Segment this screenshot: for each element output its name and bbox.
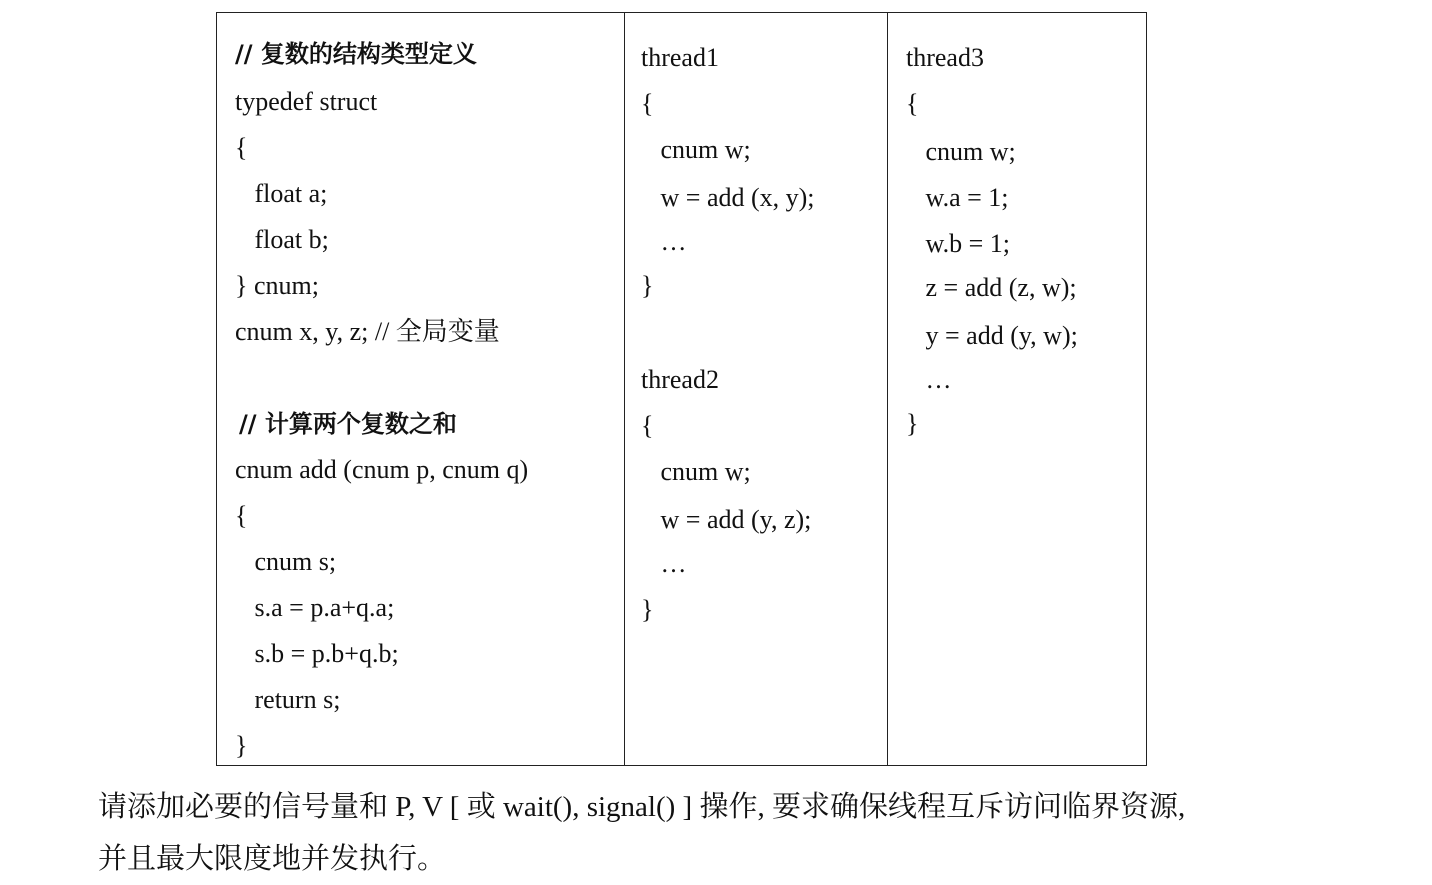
code-line: w.a = 1;: [906, 183, 1009, 212]
code-table: [216, 12, 1147, 766]
code-line: y = add (y, w);: [906, 321, 1078, 350]
code-line: w.b = 1;: [906, 229, 1010, 258]
code-line: return s;: [235, 685, 341, 714]
code-line: cnum w;: [641, 457, 751, 486]
question-line-1: 请添加必要的信号量和 P, V [ 或 wait(), signal() ] 操作, 要求确保线程互斥访问临界资源,: [98, 791, 1186, 823]
struct-definition-column: [217, 13, 625, 765]
code-line: w = add (x, y);: [641, 183, 815, 212]
question-line-2: 并且最大限度地并发执行。: [98, 843, 447, 875]
thread-name: thread3: [906, 43, 984, 72]
code-line: typedef struct: [235, 87, 378, 116]
code-line: float b;: [235, 225, 329, 254]
code-line: {: [641, 89, 654, 118]
code-line: cnum s;: [235, 547, 337, 576]
code-line: cnum w;: [641, 135, 751, 164]
code-line: {: [906, 89, 919, 118]
code-line: w = add (y, z);: [641, 505, 812, 534]
code-comment: // 复数的结构类型定义: [235, 40, 477, 68]
code-line: cnum add (cnum p, cnum q): [235, 455, 529, 484]
code-line: cnum w;: [906, 137, 1016, 166]
code-line: z = add (z, w);: [906, 273, 1077, 302]
code-line: s.a = p.a+q.a;: [235, 593, 395, 622]
code-line: } cnum;: [235, 271, 319, 300]
thread1-thread2-column: [625, 13, 888, 765]
code-line: …: [641, 227, 687, 256]
code-line: …: [906, 365, 952, 394]
thread-name: thread2: [641, 365, 719, 394]
code-line: cnum x, y, z; // 全局变量: [235, 317, 500, 346]
code-line: }: [641, 271, 654, 300]
code-line: }: [641, 595, 654, 624]
code-line: float a;: [235, 179, 328, 208]
code-line: {: [235, 501, 248, 530]
code-line: {: [235, 133, 248, 162]
code-line: }: [235, 731, 248, 760]
code-line: s.b = p.b+q.b;: [235, 639, 399, 668]
code-line: }: [906, 409, 919, 438]
thread3-column: [888, 13, 1146, 765]
code-line: …: [641, 549, 687, 578]
code-line: {: [641, 411, 654, 440]
thread-name: thread1: [641, 43, 719, 72]
code-comment: // 计算两个复数之和: [239, 410, 457, 438]
